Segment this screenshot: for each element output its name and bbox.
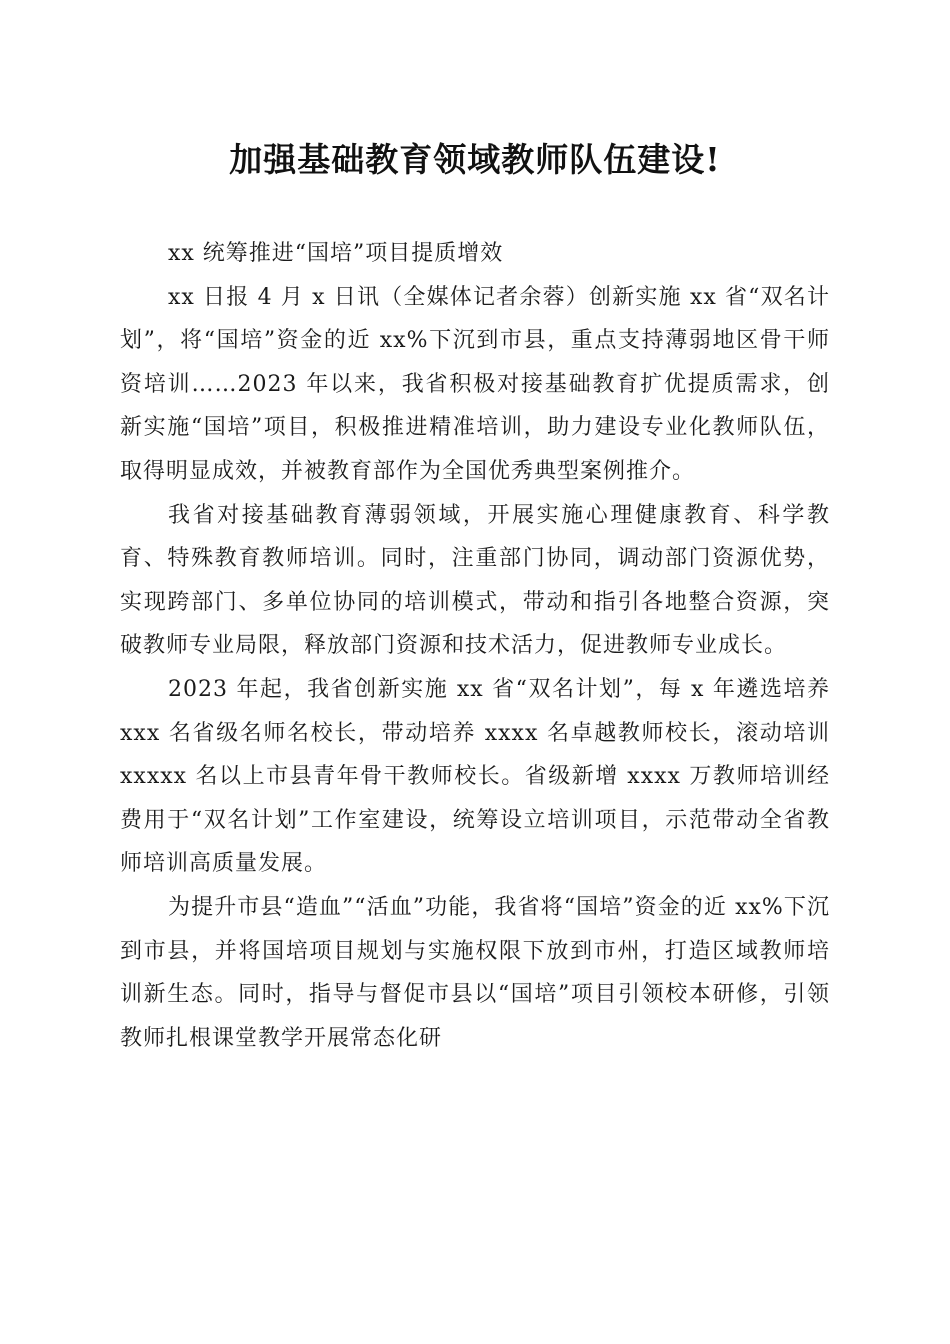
document-title: 加强基础教育领域教师队伍建设! xyxy=(229,140,721,179)
subheading-paragraph: xx 统筹推进“国培”项目提质增效 xyxy=(168,241,504,266)
body-paragraph: xx 日报 4 月 x 日讯（全媒体记者余蓉）创新实施 xx 省“双名计划”，将“国培”资金的近 xx%下沉到市县，重点支持薄弱地区骨干师资培训……2023 年以来，我省积极对接基础教育扩优提质需求，创新实施“国培”项目，积极推进精准培训，助力建设专业化教师队伍，取得明显成效，并被教育部作为全国优秀典型案例推介。 xyxy=(120,284,830,484)
document-body xyxy=(120,232,830,1060)
body-paragraph: 为提升市县“造血”“活血”功能，我省将“国培”资金的近 xx%下沉到市县，并将国培项目规划与实施权限下放到市州，打造区域教师培训新生态。同时，指导与督促市县以“国培”项目引领校本研修，引领教师扎根课堂教学开展常态化研 xyxy=(120,894,830,1051)
body-paragraph: 我省对接基础教育薄弱领域，开展实施心理健康教育、科学教育、特殊教育教师培训。同时，注重部门协同，调动部门资源优势，实现跨部门、多单位协同的培训模式，带动和指引各地整合资源，突破教师专业局限，释放部门资源和技术活力，促进教师专业成长。 xyxy=(120,502,830,659)
body-paragraph: 2023 年起，我省创新实施 xx 省“双名计划”，每 x 年遴选培养 xxx 名省级名师名校长，带动培养 xxxx 名卓越教师校长，滚动培训 xxxxx 名以上市县青年骨干教师校长。省级新增 xxxx 万教师培训经费用于“双名计划”工作室建设，统筹设立培训项目，示范带动全省教师培训高质量发展。 xyxy=(120,676,830,877)
